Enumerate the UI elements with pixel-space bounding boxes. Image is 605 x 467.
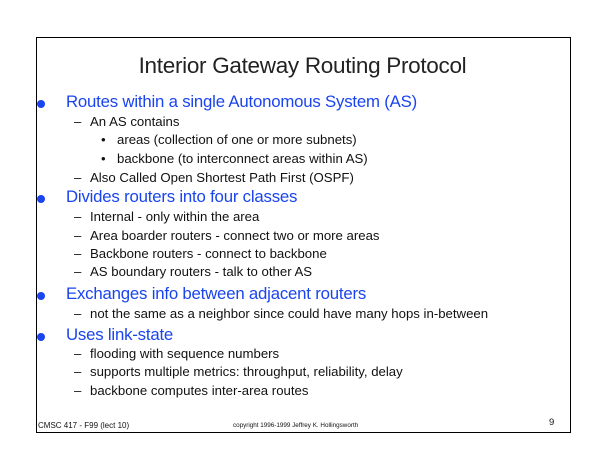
list-item <box>74 246 327 261</box>
list-item <box>74 228 380 243</box>
dash-marker: – <box>74 364 82 379</box>
list-item <box>74 264 312 279</box>
list-item-text: An AS contains <box>90 114 180 129</box>
list-item <box>74 170 354 185</box>
list-item-text: Backbone routers - connect to backbone <box>90 246 327 261</box>
list-item-text: Area boarder routers - connect two or more areas <box>90 228 380 243</box>
copyright-footer: copyright 1996-1999 Jeffrey K. Hollingsworth <box>233 422 359 429</box>
sub-list-item <box>101 132 357 147</box>
dash-marker: – <box>74 383 82 398</box>
list-item <box>74 114 179 129</box>
sub-list-item-text: areas (collection of one or more subnets) <box>117 132 357 147</box>
dash-marker: – <box>74 170 82 185</box>
sub-bullet: • <box>101 132 106 147</box>
section-heading: Uses link-state <box>66 325 174 344</box>
dash-marker: – <box>74 346 82 361</box>
dash-marker: – <box>74 246 82 261</box>
section-heading: Exchanges info between adjacent routers <box>66 284 367 303</box>
bullet-dot <box>37 292 45 300</box>
course-footer: CMSC 417 - F99 (lect 10) <box>38 421 130 430</box>
bullet-dot <box>37 333 45 341</box>
sub-list-item-text: backbone (to interconnect areas within AS) <box>117 151 368 166</box>
list-item-text: AS boundary routers - talk to other AS <box>90 264 313 279</box>
dash-marker: – <box>74 228 82 243</box>
list-item-text: Internal - only within the area <box>90 209 260 224</box>
dash-marker: – <box>74 209 82 224</box>
slide-title: Interior Gateway Routing Protocol <box>138 53 467 78</box>
bullet-dot <box>37 195 45 203</box>
bullet-dot <box>37 100 45 108</box>
section-heading: Routes within a single Autonomous System (AS) <box>66 92 418 111</box>
sub-list-item <box>101 151 368 166</box>
dash-marker: – <box>74 306 82 321</box>
list-item-text: Also Called Open Shortest Path First (OSPF) <box>90 170 354 185</box>
list-item-text: flooding with sequence numbers <box>90 346 280 361</box>
list-item-text: supports multiple metrics: throughput, reliability, delay <box>90 364 403 379</box>
dash-marker: – <box>74 264 82 279</box>
list-item <box>74 306 488 321</box>
dash-marker: – <box>74 114 82 129</box>
list-item <box>74 364 403 379</box>
list-item <box>74 209 259 224</box>
list-item <box>74 383 308 398</box>
list-item-text: backbone computes inter-area routes <box>90 383 309 398</box>
list-item <box>74 346 279 361</box>
list-item-text: not the same as a neighbor since could have many hops in-between <box>90 306 489 321</box>
section-heading: Divides routers into four classes <box>66 187 298 206</box>
page-number: 9 <box>549 417 555 428</box>
sub-bullet: • <box>101 151 106 166</box>
